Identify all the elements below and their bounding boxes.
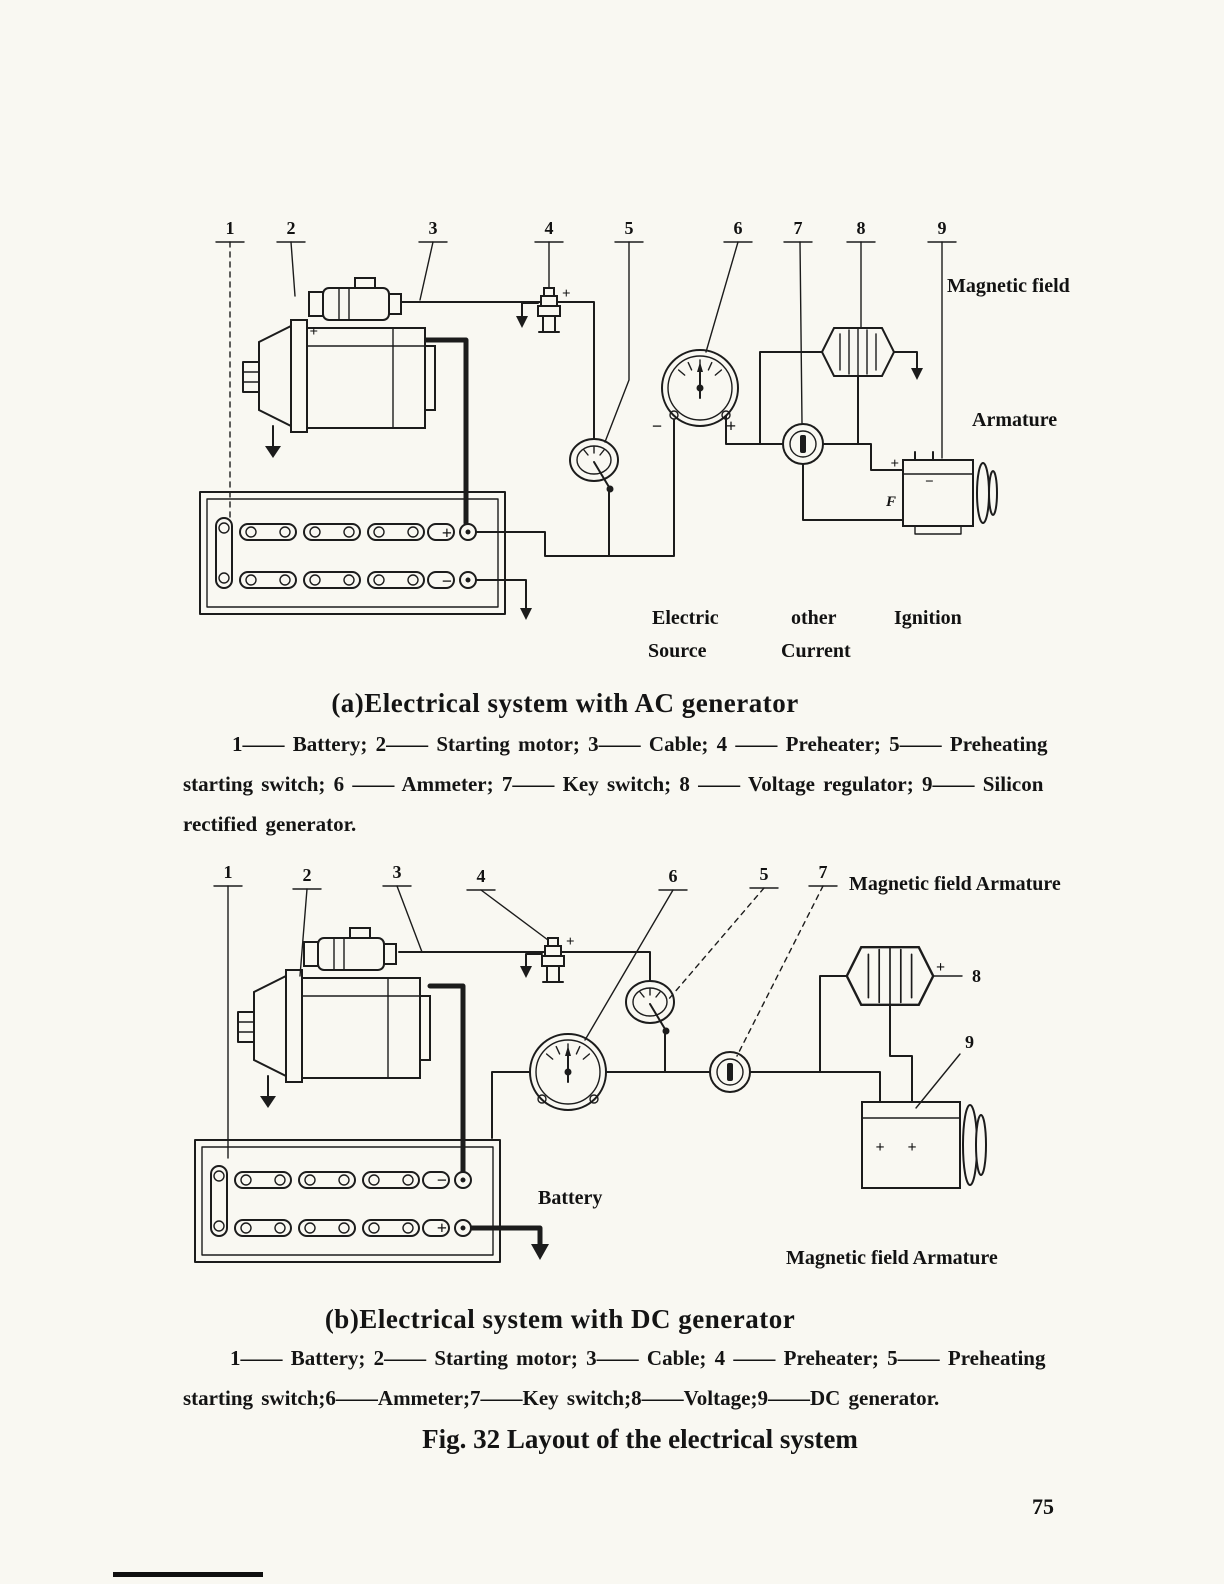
callout-5: 5 bbox=[759, 864, 769, 884]
ac-generator-drawing bbox=[903, 452, 997, 534]
ground-arrow-icon bbox=[531, 1244, 549, 1260]
ground-arrow-icon bbox=[520, 608, 532, 620]
preheater-ground-wire bbox=[526, 954, 542, 966]
magnetic-field-armature-bottom-label: Magnetic field Armature bbox=[786, 1247, 998, 1269]
diagram-b-caption: (b)Electrical system with DC generator bbox=[324, 1304, 796, 1334]
generator-minus-sign: − bbox=[925, 474, 934, 490]
starting-motor-drawing bbox=[238, 928, 430, 1108]
legend-a-line3: rectified generator. bbox=[183, 812, 357, 836]
keyswitch-generator-wire bbox=[750, 1072, 880, 1102]
preheater-drawing bbox=[542, 938, 564, 982]
footer-rule bbox=[113, 1572, 263, 1577]
battery-plus-sign: + bbox=[441, 523, 452, 543]
legend-b-line2: starting switch;6——Ammeter;7——Key switch;8——Voltage;9——DC generator. bbox=[183, 1386, 940, 1410]
field-terminal-label: F bbox=[885, 494, 896, 510]
preheater-ground-wire bbox=[522, 303, 538, 316]
legend-a-line2: starting switch; 6 —— Ammeter; 7—— Key switch; 8 —— Voltage regulator; 9—— Silicon bbox=[183, 772, 1044, 796]
callout-3: 3 bbox=[428, 218, 438, 238]
current-label: Current bbox=[781, 640, 851, 662]
ground-arrow-icon bbox=[516, 316, 528, 328]
ignition-label: Ignition bbox=[894, 607, 962, 629]
callout-8: 8 bbox=[972, 966, 981, 986]
battery-minus-sign: − bbox=[436, 1170, 447, 1190]
ammeter-plus-sign: + bbox=[725, 416, 737, 436]
ammeter-battery-wire bbox=[492, 1072, 530, 1138]
callout-8: 8 bbox=[856, 218, 866, 238]
callout-7: 7 bbox=[793, 218, 803, 238]
regulator-plus-sign: + bbox=[936, 959, 946, 976]
ammeter-minus-sign: − bbox=[651, 416, 663, 436]
callout-9: 9 bbox=[937, 218, 947, 238]
field-wire bbox=[803, 464, 903, 520]
diagram-a bbox=[200, 218, 1070, 662]
callout-4: 4 bbox=[544, 218, 554, 238]
ammeter-drawing bbox=[530, 1034, 606, 1110]
callout-6: 6 bbox=[733, 218, 743, 238]
callout-1: 1 bbox=[225, 218, 235, 238]
source-label: Source bbox=[648, 640, 707, 662]
cable-wire bbox=[430, 986, 463, 1172]
battery-drawing bbox=[200, 492, 505, 614]
preheater-plus-sign: + bbox=[562, 286, 571, 302]
battery-minus-sign: − bbox=[441, 571, 452, 591]
battery-plus-wire bbox=[471, 1228, 540, 1244]
callout-9: 9 bbox=[965, 1032, 974, 1052]
generator-plus-sign: + bbox=[890, 456, 899, 472]
ground-arrow-icon bbox=[911, 368, 923, 380]
generator-plus-sign: + bbox=[875, 1139, 885, 1156]
diagram-a-caption: (a)Electrical system with AC generator bbox=[331, 688, 799, 718]
callout-6: 6 bbox=[668, 866, 678, 886]
callout-1: 1 bbox=[223, 862, 233, 882]
diagram-b bbox=[195, 862, 1061, 1269]
page-number: 75 bbox=[1032, 1494, 1054, 1519]
generator-plus-sign: + bbox=[907, 1139, 917, 1156]
callout-4: 4 bbox=[476, 866, 486, 886]
starting-motor-drawing bbox=[243, 278, 435, 458]
motor-plus-sign: + bbox=[309, 324, 318, 340]
preheating-switch-drawing bbox=[626, 981, 674, 1035]
ammeter-drawing bbox=[662, 350, 738, 426]
preheating-switch-drawing bbox=[570, 439, 618, 493]
legend-b-line1: 1—— Battery; 2—— Starting motor; 3—— Cable; 4 —— Preheater; 5—— Preheating bbox=[230, 1346, 1046, 1370]
callout-5: 5 bbox=[624, 218, 634, 238]
electric-label: Electric bbox=[652, 607, 719, 629]
preheater-drawing bbox=[538, 288, 560, 332]
battery-label: Battery bbox=[538, 1187, 603, 1209]
callout-2: 2 bbox=[286, 218, 296, 238]
callout-7: 7 bbox=[818, 862, 828, 882]
ground-arrow-icon bbox=[520, 966, 532, 978]
magnetic-field-armature-top-label: Magnetic field Armature bbox=[849, 873, 1061, 895]
figure-caption: Fig. 32 Layout of the electrical system bbox=[422, 1424, 858, 1454]
voltage-regulator-drawing bbox=[822, 328, 894, 376]
key-switch-drawing bbox=[783, 424, 823, 464]
key-switch-drawing bbox=[710, 1052, 750, 1092]
regulator-left-wire bbox=[820, 976, 848, 1072]
preheater-plus-sign: + bbox=[566, 934, 575, 950]
legend-a-line1: 1—— Battery; 2—— Starting motor; 3—— Cable; 4 —— Preheater; 5—— Preheating bbox=[232, 732, 1048, 756]
other-label: other bbox=[791, 607, 837, 629]
magnetic-field-label: Magnetic field bbox=[947, 275, 1070, 297]
voltage-regulator-drawing bbox=[847, 947, 933, 1005]
armature-label: Armature bbox=[972, 409, 1058, 431]
battery-drawing bbox=[195, 1140, 500, 1262]
battery-plus-sign: + bbox=[436, 1218, 447, 1238]
regulator-ground-wire bbox=[894, 352, 917, 368]
regulator-generator-wire bbox=[890, 1002, 912, 1102]
battery-minus-wire bbox=[476, 580, 526, 608]
callout-2: 2 bbox=[302, 865, 312, 885]
callout-3: 3 bbox=[392, 862, 402, 882]
